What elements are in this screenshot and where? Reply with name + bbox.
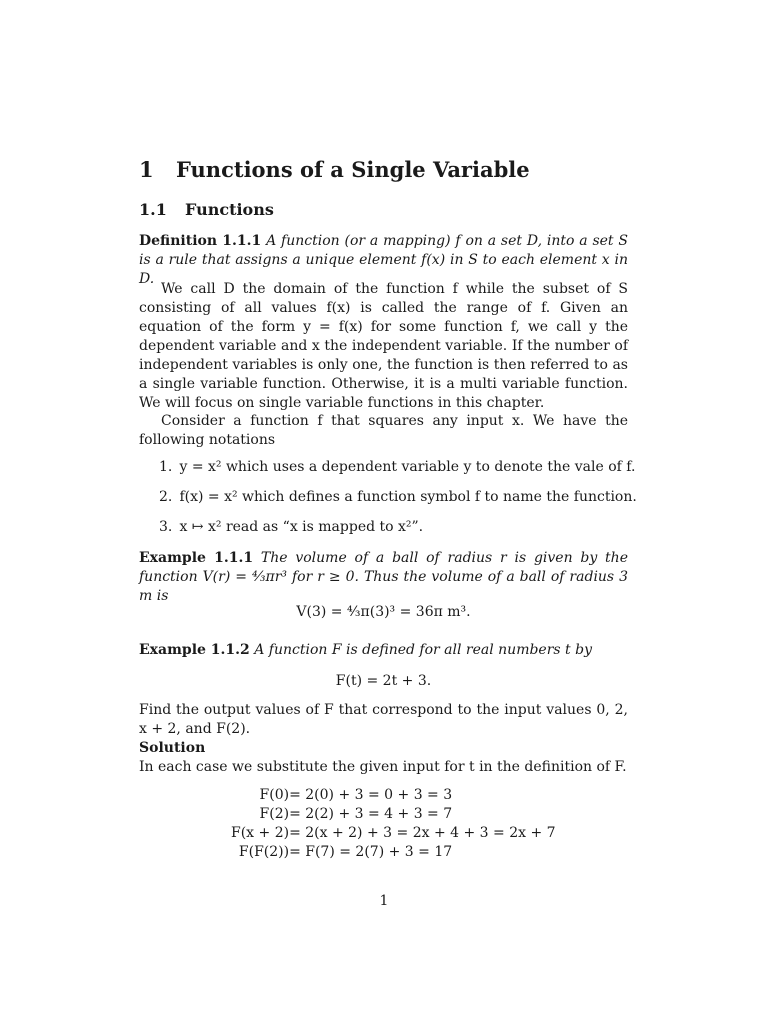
step-rhs: = F(7) = 2(7) + 3 = 17 <box>289 844 453 860</box>
step-lhs: F(2) <box>259 806 290 822</box>
step-rhs: = 2(x + 2) + 3 = 2x + 4 + 3 = 2x + 7 <box>289 825 556 841</box>
step-lhs: F(0) <box>259 787 290 803</box>
solution-step <box>231 786 556 805</box>
section-title: Functions of a Single Variable <box>176 157 530 182</box>
example-1-text: The volume of a ball of radius r is given by the function V(r) = ⁴⁄₃πr³ for r ≥ 0. Thus the volume of a ball of radius 3 m is <box>139 550 628 604</box>
solution-step <box>231 824 556 843</box>
notation-item-1 <box>159 458 635 477</box>
notation-item-3 <box>159 518 423 537</box>
section-heading <box>139 157 530 182</box>
page-number: 1 <box>379 893 389 909</box>
notation-item-number: 3. <box>159 519 173 535</box>
section-number: 1 <box>139 157 154 182</box>
notation-item-text: f(x) = x² which defines a function symbol f to name the function. <box>179 489 637 505</box>
example-2-label: Example 1.1.2 <box>139 642 250 658</box>
subsection-number: 1.1 <box>139 200 167 219</box>
step-lhs: F(x + 2) <box>231 825 290 841</box>
step-lhs: F(F(2)) <box>238 844 290 860</box>
notation-item-text: x ↦ x² read as “x is mapped to x²”. <box>179 519 424 535</box>
example-2-text: A function F is defined for all real numbers t by <box>254 642 592 658</box>
notation-item-number: 1. <box>159 459 173 475</box>
definition-label: Definition 1.1.1 <box>139 233 262 249</box>
definition-text: A function (or a mapping) f on a set D, into a set S is a rule that assigns a unique element f(x) in S to each element x in D. <box>139 233 628 287</box>
solution-steps <box>231 786 556 862</box>
subsection-heading <box>139 200 274 219</box>
solution-label <box>139 739 628 758</box>
solution-heading: Solution <box>139 740 206 756</box>
example-1-block <box>139 549 628 606</box>
solution-step <box>231 843 556 862</box>
paragraph-notations-intro: Consider a function f that squares any input x. We have the following notations <box>139 413 628 448</box>
notation-item-number: 2. <box>159 489 173 505</box>
notation-item-2 <box>159 488 637 507</box>
step-rhs: = 2(0) + 3 = 0 + 3 = 3 <box>289 787 453 803</box>
subsection-title: Functions <box>185 200 274 219</box>
example-2-equation: F(t) = 2t + 3. <box>335 673 432 689</box>
example-1-label: Example 1.1.1 <box>139 550 254 566</box>
example-2-block <box>139 641 628 660</box>
paragraph-domain-range: We call D the domain of the function f while the subset of S consisting of all values f(x) is called the range of f. Given an equation of the form y = f(x) for some function f, we call y the dependent variable and x the independent variable. If the number of independent variables is only one, the function is then referred to as a single variable function. Otherwise, it is a multi variable function. We will focus on single variable functions in this chapter. <box>139 281 628 411</box>
notation-item-text: y = x² which uses a dependent variable y to denote the vale of f. <box>179 459 636 475</box>
example-1-equation: V(3) = ⁴⁄₃π(3)³ = 36π m³. <box>296 604 471 620</box>
solution-text: In each case we substitute the given input for t in the definition of F. <box>139 759 627 775</box>
example-2-question: Find the output values of F that correspond to the input values 0, 2, x + 2, and F(2). <box>139 702 628 737</box>
solution-step <box>231 805 556 824</box>
step-rhs: = 2(2) + 3 = 4 + 3 = 7 <box>289 806 453 822</box>
